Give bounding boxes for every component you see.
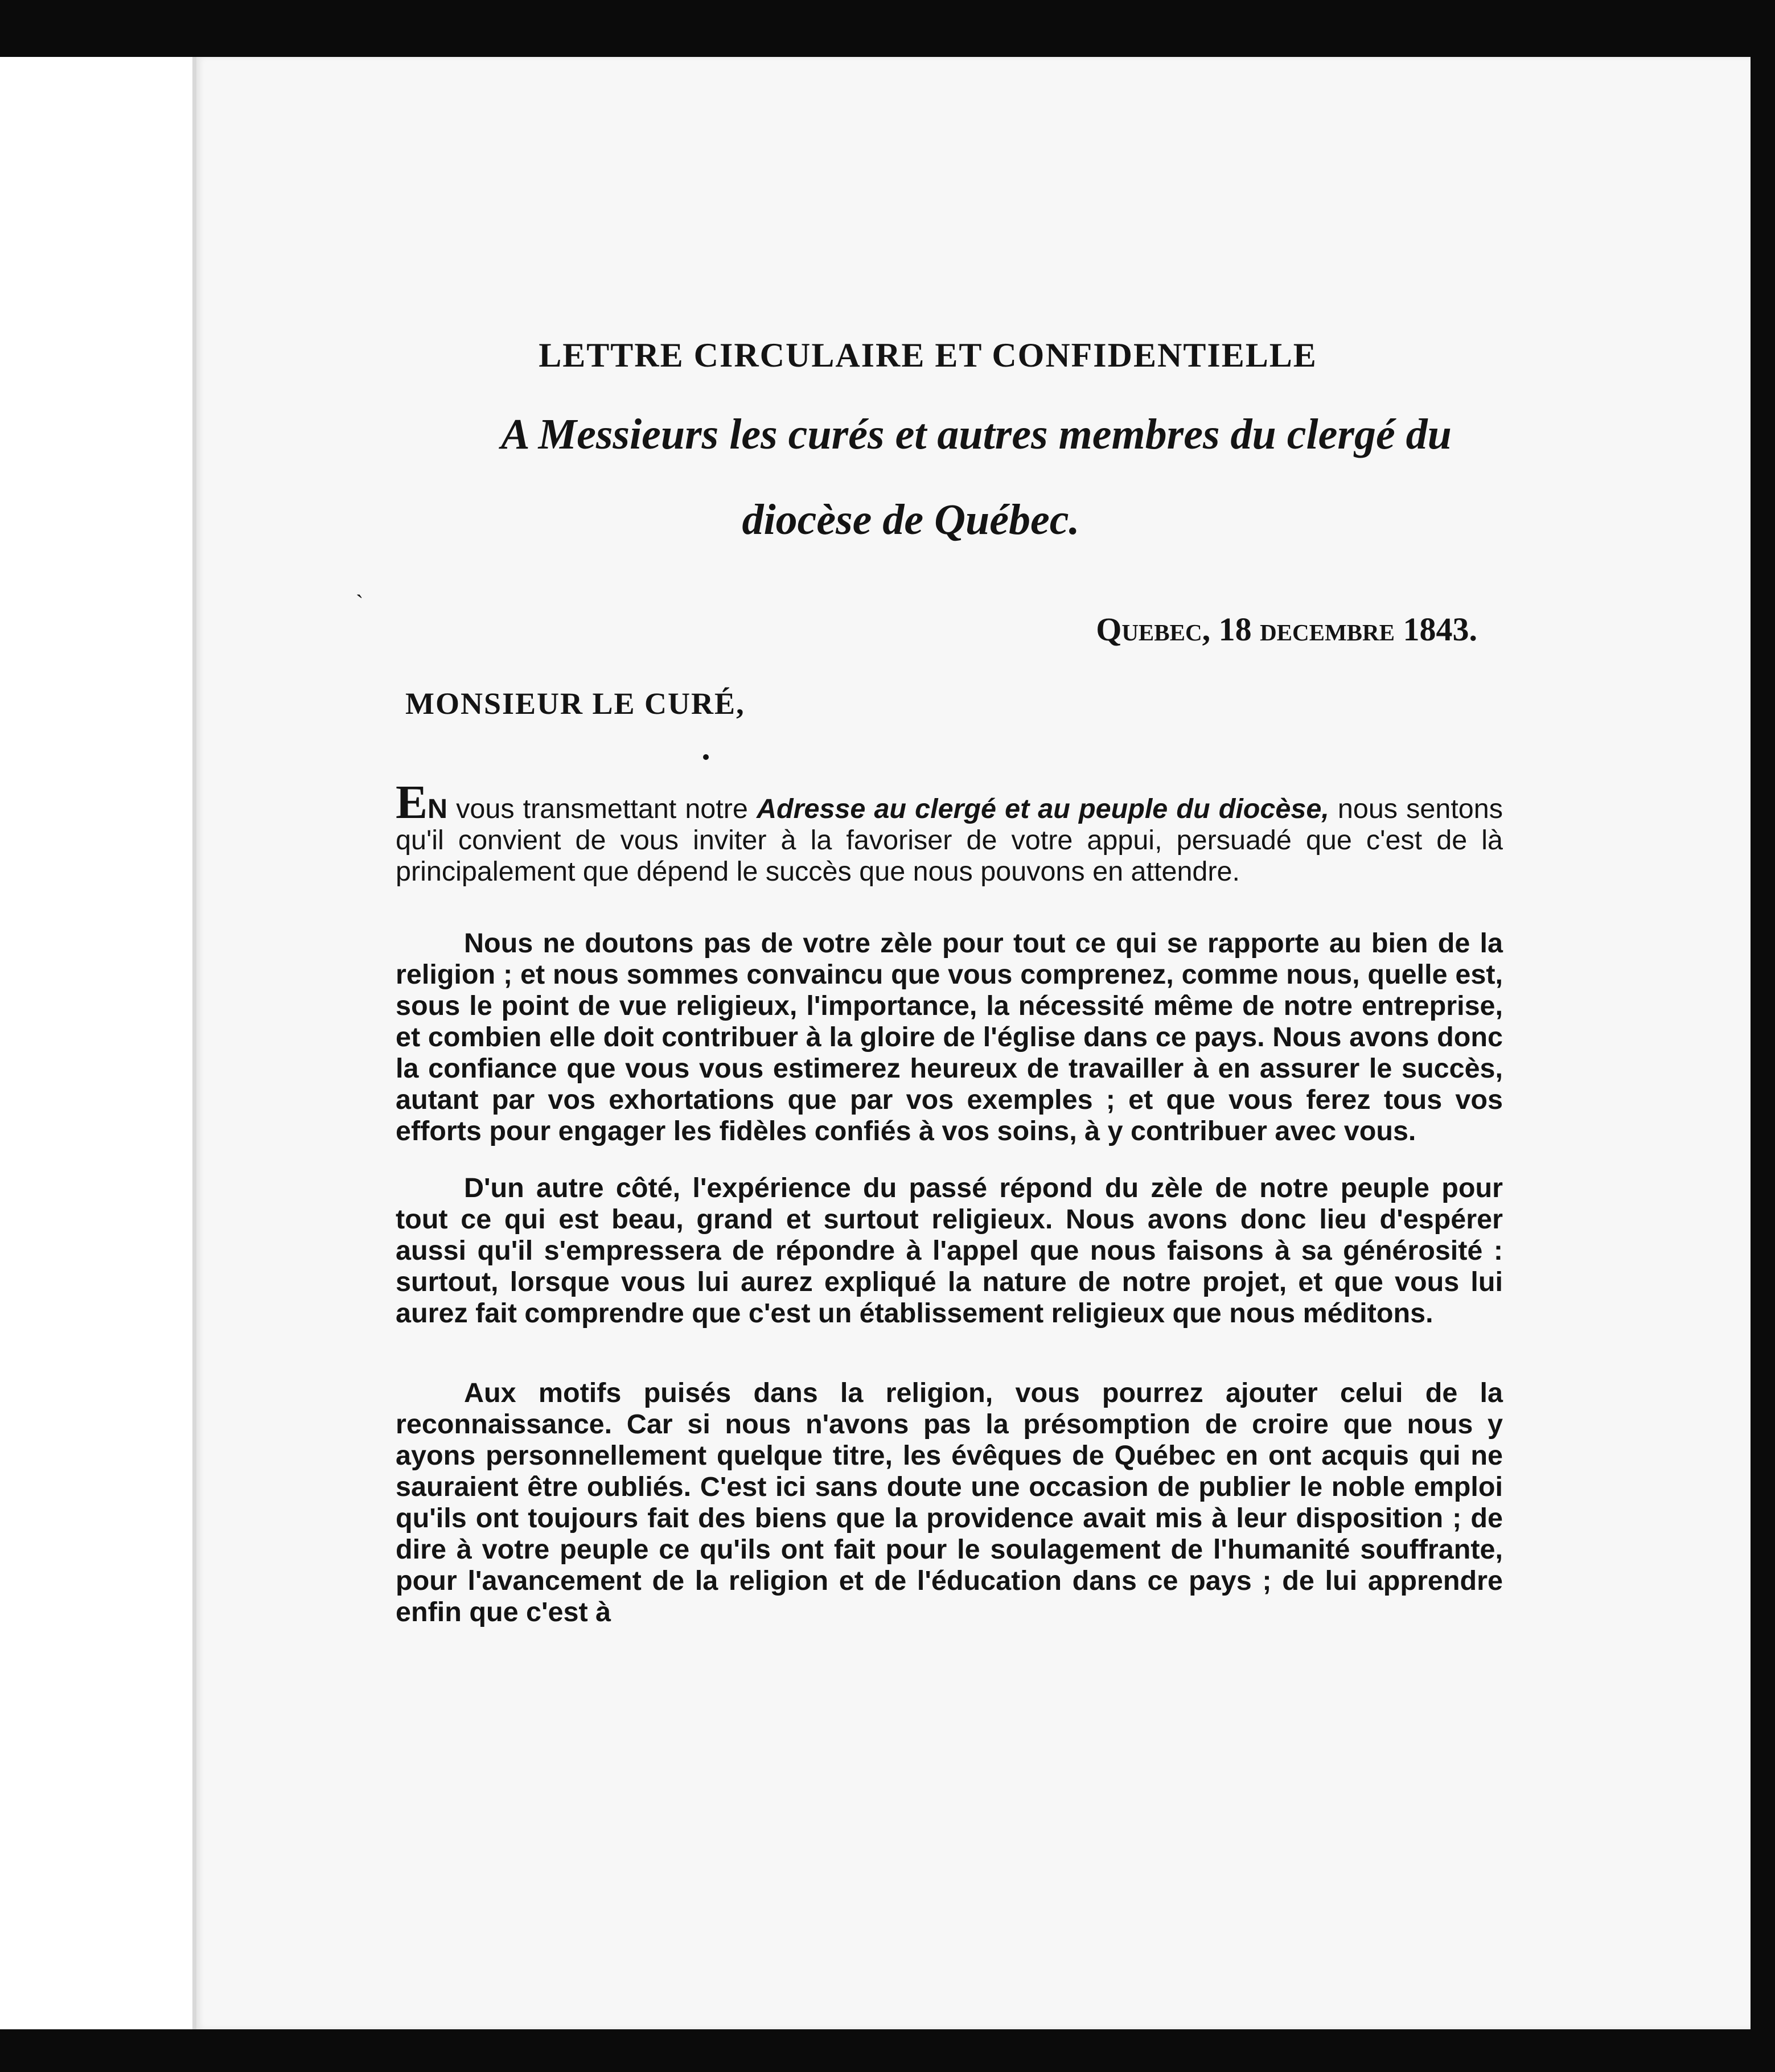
page-edge <box>192 57 196 2029</box>
paragraph-4: Aux motifs puisés dans la religion, vous pourrez ajouter celui de la reconnaissance. Car si nous n'avons pas la présomption de croire que nous y ayons personnellement quelque titre, les évêques de Québec en ont acquis qui ne sauraient être oubliés. C'est ici sans doute une occasion de publier le noble emploi qu'ils ont toujours fait des biens que la providence avait mis à leur disposition ; de dire à votre peuple ce qu'ils ont fait pour le soulagement de l'humanité souffrante, pour l'avancement de la religion et de l'éducation dans ce pays ; de lui apprendre enfin que c'est à <box>396 1378 1503 1627</box>
paragraph-1-rest: nous sentons qu'il convient de vous inviter à la favoriser de votre appui, persuadé que c'est de là principalement que dépend le succès que nous pouvons en attendre. <box>396 794 1503 887</box>
drop-cap: E <box>396 776 428 829</box>
paragraph-3: D'un autre côté, l'expérience du passé répond du zèle de notre peuple pour tout ce qui est beau, grand et surtout religieux. Nous avons donc lieu d'espérer aussi qu'il s'empressera de répondre à l'appel que nous faisons à sa générosité : surtout, lorsque vous lui aurez expliqué la nature de notre projet, et que vous lui aurez fait comprendre que c'est un établissement religieux que nous méditons. <box>396 1173 1503 1329</box>
paragraph-1 <box>396 776 1503 887</box>
ink-dot <box>703 754 709 760</box>
scan-border-right <box>1751 0 1775 2072</box>
scan-border-bottom <box>0 2029 1775 2072</box>
dateline-year: 1843. <box>1403 611 1477 648</box>
paragraph-1-intro: vous transmettant notre <box>447 794 757 824</box>
paragraph-2: Nous ne doutons pas de votre zèle pour tout ce qui se rapporte au bien de la religion ; et nous sommes convaincu que vous comprenez, comme nous, quelle est, sous le point de vue religieux, l'importance, la nécessité même de notre entreprise, et combien elle doit contribuer à la gloire de l'église dans ce pays. Nous avons donc la confiance que vous vous estimerez heureux de travailler à en assurer le succès, autant par vos exhortations que par vos exemples ; et que vous ferez tous vos efforts pour engager les fidèles confiés à vos soins, à y contribuer avec vous. <box>396 928 1503 1146</box>
letter-subtitle-line2: diocèse de Québec. <box>742 496 1080 544</box>
dateline <box>854 610 1477 648</box>
dateline-day: 18 <box>1218 611 1252 648</box>
letter-subtitle-line1: A Messieurs les curés et autres membres du clergé du <box>501 410 1452 458</box>
dateline-month: decembre <box>1260 611 1395 648</box>
stray-mark: ˎ <box>356 573 364 598</box>
salutation: MONSIEUR LE CURÉ, <box>405 686 745 721</box>
paragraph-1-title: Adresse au clergé et au peuple du diocèse, <box>756 794 1329 824</box>
dateline-place: Quebec, <box>1096 611 1211 648</box>
paragraph-1-first: N <box>428 794 448 824</box>
scan-border-top <box>0 0 1775 57</box>
letter-heading: LETTRE CIRCULAIRE ET CONFIDENTIELLE <box>539 336 1317 374</box>
